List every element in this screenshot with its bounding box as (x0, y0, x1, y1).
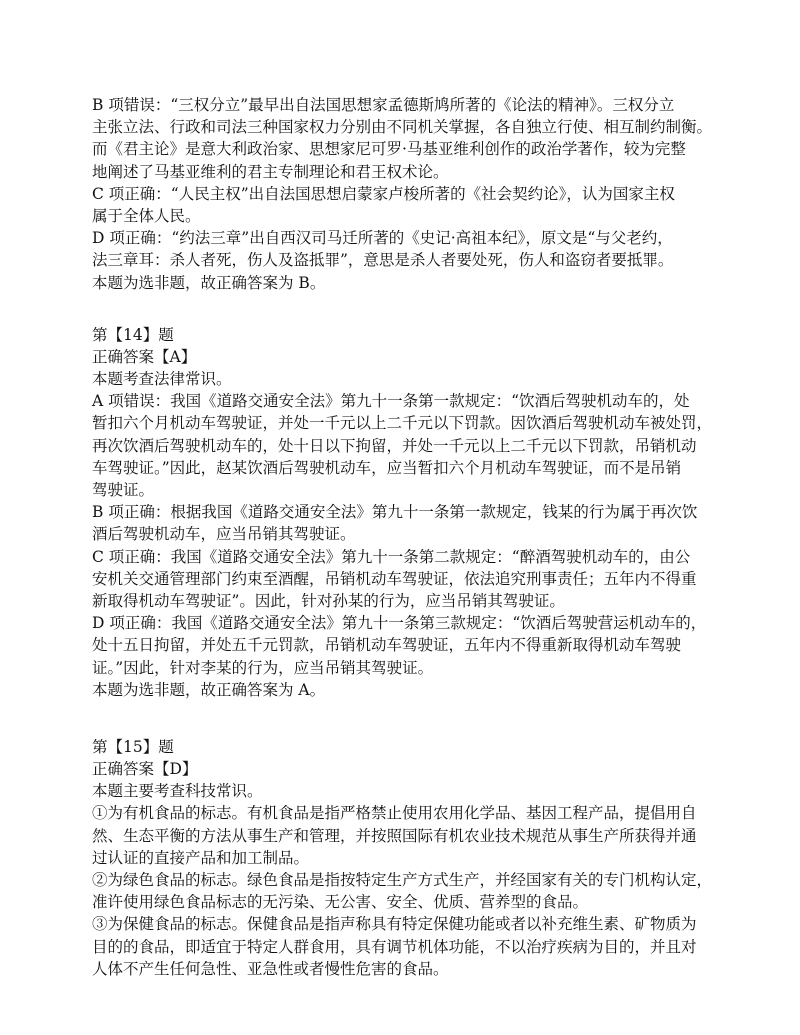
text-line: 处十五日拘留，并处五千元罚款，吊销机动车驾驶证，五年内不得重新取得机动车驾驶 (92, 636, 682, 655)
text-line: 人体不产生任何急性、亚急性或者慢性危害的食品。 (92, 959, 449, 978)
text-line: B 项正确：根据我国《道路交通安全法》第九十一条第一款规定，钱某的行为属于再次饮 (92, 503, 698, 522)
text-line: 驾驶证。 (92, 481, 155, 499)
text-line: 本题考查法律常识。 (92, 370, 232, 389)
text-line: 安机关交通管理部门约束至酒醒，吊销机动车驾驶证，依法追究刑事责任；五年内不得重 (92, 569, 697, 588)
text-line: 主张立法、行政和司法三种国家权力分别由不同机关掌握，各自独立行使、相互制约制衡。 (92, 118, 713, 137)
section-question-15 (92, 736, 720, 980)
text-line: 过认证的直接产品和加工制品。 (92, 848, 310, 867)
correct-answer: 正确答案【D】 (92, 760, 198, 779)
section-gap (92, 701, 720, 736)
text-line: 属于全体人民。 (92, 206, 201, 225)
text-line: A 项错误：我国《道路交通安全法》第九十一条第一款规定：“饮酒后驾驶机动车的，处 (92, 392, 690, 411)
text-line: B 项错误：“三权分立”最早出自法国思想家孟德斯鸠所著的《论法的精神》。三权分立 (92, 96, 675, 114)
text-line: 本题为选非题，故正确答案为 B。 (92, 273, 326, 292)
text-line: D 项正确：我国《道路交通安全法》第九十一条第三款规定：“饮酒后驾驶营运机动车的， (92, 614, 707, 633)
question-heading: 第【14】题 (92, 325, 174, 344)
text-line: 然、生态平衡的方法从事生产和管理，并按照国际有机农业技术规范从事生产所获得并通 (92, 826, 697, 845)
text-line: 车驾驶证。”因此，赵某饮酒后驾驶机动车，应当暂扣六个月机动车驾驶证，而不是吊销 (92, 458, 682, 477)
text-line: 新取得机动车驾驶证”。因此，针对孙某的行为，应当吊销其驾驶证。 (92, 591, 565, 610)
text-line: 地阐述了马基亚维利的君主专制理论和君王权术论。 (92, 162, 449, 181)
text-line: ③为保健食品的标志。保健食品是指声称具有特定保健功能或者以补充维生素、矿物质为 (92, 915, 697, 934)
text-line: 本题为选非题，故正确答案为 A。 (92, 680, 326, 699)
text-line: C 项正确：“人民主权”出自法国思想启蒙家卢梭所著的《社会契约论》，认为国家主权 (92, 184, 675, 203)
text-line: C 项正确：我国《道路交通安全法》第九十一条第二款规定：“醉酒驾驶机动车的，由公 (92, 547, 691, 566)
text-line: 准许使用绿色食品标志的无污染、无公害、安全、优质、营养型的食品。 (92, 893, 589, 912)
section-previous-answer (92, 94, 720, 294)
text-line: ①为有机食品的标志。有机食品是指严格禁止使用农用化学品、基因工程产品，提倡用自 (92, 804, 697, 823)
text-line: 本题主要考查科技常识。 (92, 782, 263, 801)
text-line: 酒后驾驶机动车，应当吊销其驾驶证。 (92, 525, 356, 544)
text-line: 法三章耳：杀人者死，伤人及盗抵罪”，意思是杀人者要处死，伤人和盗窃者要抵罪。 (92, 251, 674, 270)
text-line: 再次饮酒后驾驶机动车的，处十日以下拘留，并处一千元以上二千元以下罚款，吊销机动 (92, 436, 697, 455)
correct-answer: 正确答案【A】 (92, 347, 197, 366)
text-line: D 项正确：“约法三章”出自西汉司马迁所著的《史记·高祖本纪》，原文是“与父老约， (92, 229, 673, 248)
section-gap (92, 294, 720, 324)
question-heading: 第【15】题 (92, 737, 174, 756)
text-line: 目的的食品，即适宜于特定人群食用，具有调节机体功能，不以治疗疾病为目的，并且对 (92, 937, 697, 956)
text-line: 暂扣六个月机动车驾驶证，并处一千元以上二千元以下罚款。因饮酒后驾驶机动车被处罚， (92, 414, 713, 433)
text-line: 证。”因此，针对李某的行为，应当吊销其驾驶证。 (92, 658, 434, 677)
text-line: 而《君主论》是意大利政治家、思想家尼可罗·马基亚维利创作的政治学著作，较为完整 (92, 140, 686, 159)
text-line: ②为绿色食品的标志。绿色食品是指按特定生产方式生产，并经国家有关的专门机构认定， (92, 871, 713, 889)
section-question-14 (92, 324, 720, 701)
document-text (92, 94, 720, 980)
